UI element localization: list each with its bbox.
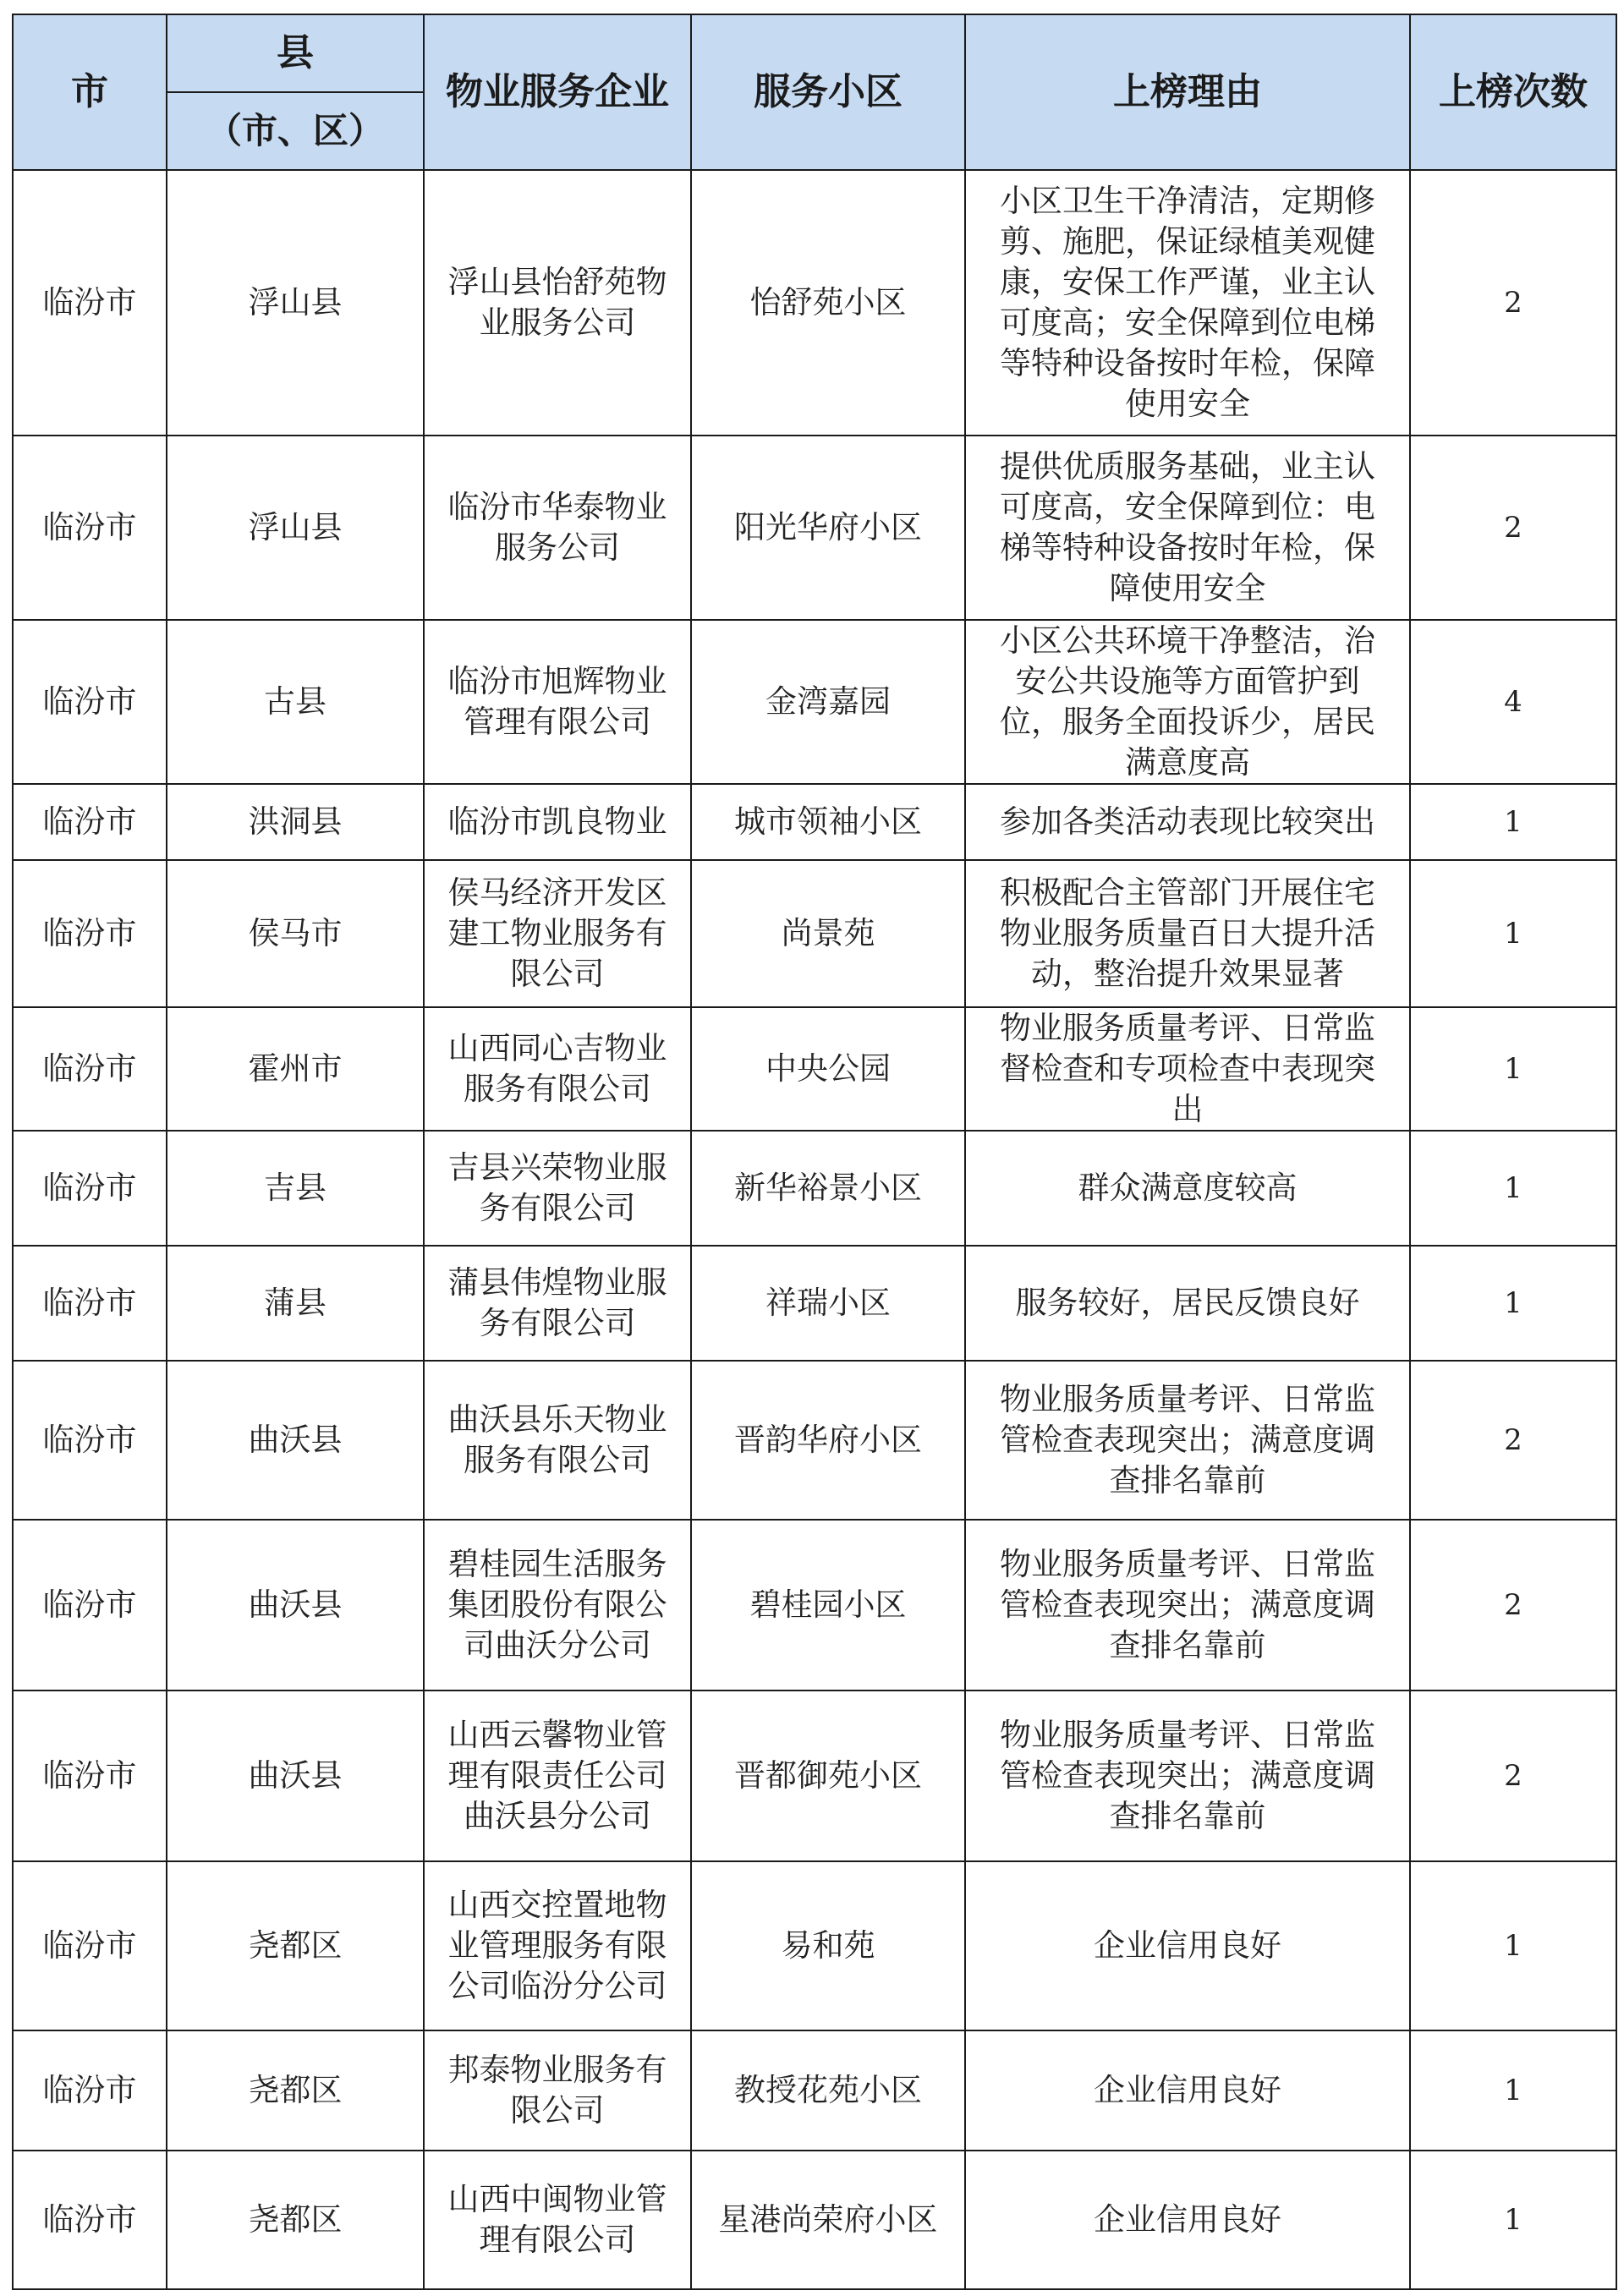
- cell-county: 尧都区: [167, 2151, 424, 2289]
- table-row: [13, 1861, 1616, 2030]
- table-row: [13, 1361, 1616, 1520]
- cell-community: 中央公园: [691, 1007, 965, 1131]
- cell-company: 蒲县伟煌物业服务有限公司: [424, 1246, 691, 1361]
- cell-city: 临汾市: [13, 1520, 167, 1690]
- table-row: [13, 860, 1616, 1007]
- table-row: [13, 620, 1616, 784]
- cell-reason: 小区公共环境干净整洁，治安公共设施等方面管护到位，服务全面投诉少，居民满意度高: [965, 620, 1410, 784]
- cell-company: 曲沃县乐天物业服务有限公司: [424, 1361, 691, 1520]
- cell-count: 1: [1410, 1131, 1616, 1246]
- cell-count: 4: [1410, 620, 1616, 784]
- cell-community: 晋韵华府小区: [691, 1361, 965, 1520]
- table-row: [13, 2030, 1616, 2151]
- cell-company: 山西交控置地物业管理服务有限公司临汾分公司: [424, 1861, 691, 2030]
- cell-company: 临汾市凯良物业: [424, 784, 691, 860]
- cell-reason: 提供优质服务基础，业主认可度高，安全保障到位：电梯等特种设备按时年检，保障使用安全: [965, 436, 1410, 620]
- cell-city: 临汾市: [13, 784, 167, 860]
- table-row: [13, 1520, 1616, 1690]
- cell-company: 山西同心吉物业服务有限公司: [424, 1007, 691, 1131]
- table-row: [13, 2151, 1616, 2289]
- cell-company: 临汾市华泰物业服务公司: [424, 436, 691, 620]
- cell-count: 1: [1410, 1861, 1616, 2030]
- cell-count: 2: [1410, 1520, 1616, 1690]
- cell-company: 浮山县怡舒苑物业服务公司: [424, 170, 691, 436]
- cell-county: 曲沃县: [167, 1361, 424, 1520]
- cell-company: 山西中闽物业管理有限公司: [424, 2151, 691, 2289]
- cell-county: 尧都区: [167, 2030, 424, 2151]
- cell-city: 临汾市: [13, 860, 167, 1007]
- cell-reason: 物业服务质量考评、日常监管检查表现突出；满意度调查排名靠前: [965, 1690, 1410, 1861]
- cell-community: 阳光华府小区: [691, 436, 965, 620]
- cell-company: 邦泰物业服务有限公司: [424, 2030, 691, 2151]
- cell-city: 临汾市: [13, 1861, 167, 2030]
- cell-community: 晋都御苑小区: [691, 1690, 965, 1861]
- cell-reason: 群众满意度较高: [965, 1131, 1410, 1246]
- cell-count: 1: [1410, 1246, 1616, 1361]
- cell-city: 临汾市: [13, 170, 167, 436]
- table-row: [13, 1131, 1616, 1246]
- cell-reason: 企业信用良好: [965, 2030, 1410, 2151]
- cell-county: 浮山县: [167, 170, 424, 436]
- cell-county: 尧都区: [167, 1861, 424, 2030]
- cell-community: 碧桂园小区: [691, 1520, 965, 1690]
- cell-count: 2: [1410, 1361, 1616, 1520]
- cell-city: 临汾市: [13, 2151, 167, 2289]
- cell-company: 侯马经济开发区建工物业服务有限公司: [424, 860, 691, 1007]
- cell-city: 临汾市: [13, 1246, 167, 1361]
- cell-count: 1: [1410, 2030, 1616, 2151]
- cell-county: 浮山县: [167, 436, 424, 620]
- cell-county: 霍州市: [167, 1007, 424, 1131]
- cell-company: 碧桂园生活服务集团股份有限公司曲沃分公司: [424, 1520, 691, 1690]
- header-community: 服务小区: [691, 14, 965, 170]
- cell-city: 临汾市: [13, 436, 167, 620]
- table-row: [13, 1690, 1616, 1861]
- cell-city: 临汾市: [13, 620, 167, 784]
- cell-count: 1: [1410, 860, 1616, 1007]
- cell-county: 蒲县: [167, 1246, 424, 1361]
- cell-community: 怡舒苑小区: [691, 170, 965, 436]
- cell-count: 2: [1410, 170, 1616, 436]
- header-city: 市: [13, 14, 167, 170]
- cell-city: 临汾市: [13, 2030, 167, 2151]
- cell-company: 吉县兴荣物业服务有限公司: [424, 1131, 691, 1246]
- cell-community: 祥瑞小区: [691, 1246, 965, 1361]
- cell-county: 吉县: [167, 1131, 424, 1246]
- cell-reason: 物业服务质量考评、日常监管检查表现突出；满意度调查排名靠前: [965, 1520, 1410, 1690]
- cell-reason: 参加各类活动表现比较突出: [965, 784, 1410, 860]
- table-row: [13, 784, 1616, 860]
- cell-reason: 物业服务质量考评、日常监管检查表现突出；满意度调查排名靠前: [965, 1361, 1410, 1520]
- cell-community: 星港尚荣府小区: [691, 2151, 965, 2289]
- cell-city: 临汾市: [13, 1690, 167, 1861]
- table-row: [13, 1246, 1616, 1361]
- header-count: 上榜次数: [1410, 14, 1616, 170]
- cell-reason: 服务较好，居民反馈良好: [965, 1246, 1410, 1361]
- cell-county: 洪洞县: [167, 784, 424, 860]
- cell-community: 城市领袖小区: [691, 784, 965, 860]
- table-body: [13, 170, 1616, 2289]
- cell-count: 2: [1410, 436, 1616, 620]
- table-row: [13, 170, 1616, 436]
- cell-community: 新华裕景小区: [691, 1131, 965, 1246]
- header-reason: 上榜理由: [965, 14, 1410, 170]
- cell-count: 1: [1410, 1007, 1616, 1131]
- cell-city: 临汾市: [13, 1361, 167, 1520]
- header-company: 物业服务企业: [424, 14, 691, 170]
- cell-count: 1: [1410, 784, 1616, 860]
- cell-reason: 积极配合主管部门开展住宅物业服务质量百日大提升活动，整治提升效果显著: [965, 860, 1410, 1007]
- cell-reason: 物业服务质量考评、日常监督检查和专项检查中表现突出: [965, 1007, 1410, 1131]
- cell-community: 尚景苑: [691, 860, 965, 1007]
- cell-reason: 企业信用良好: [965, 1861, 1410, 2030]
- cell-city: 临汾市: [13, 1007, 167, 1131]
- cell-community: 易和苑: [691, 1861, 965, 2030]
- table-row: [13, 436, 1616, 620]
- table-row: [13, 1007, 1616, 1131]
- cell-county: 古县: [167, 620, 424, 784]
- cell-reason: 小区卫生干净清洁，定期修剪、施肥，保证绿植美观健康，安保工作严谨，业主认可度高；安全保障到位电梯等特种设备按时年检，保障使用安全: [965, 170, 1410, 436]
- cell-city: 临汾市: [13, 1131, 167, 1246]
- cell-reason: 企业信用良好: [965, 2151, 1410, 2289]
- cell-county: 曲沃县: [167, 1520, 424, 1690]
- cell-county: 侯马市: [167, 860, 424, 1007]
- cell-county: 曲沃县: [167, 1690, 424, 1861]
- cell-count: 2: [1410, 1690, 1616, 1861]
- cell-company: 临汾市旭辉物业管理有限公司: [424, 620, 691, 784]
- cell-community: 金湾嘉园: [691, 620, 965, 784]
- cell-community: 教授花苑小区: [691, 2030, 965, 2151]
- header-county-sub: （市、区）: [167, 92, 424, 170]
- ranking-table: [12, 14, 1617, 2290]
- header-county: 县: [167, 14, 424, 92]
- cell-company: 山西云馨物业管理有限责任公司曲沃县分公司: [424, 1690, 691, 1861]
- cell-count: 1: [1410, 2151, 1616, 2289]
